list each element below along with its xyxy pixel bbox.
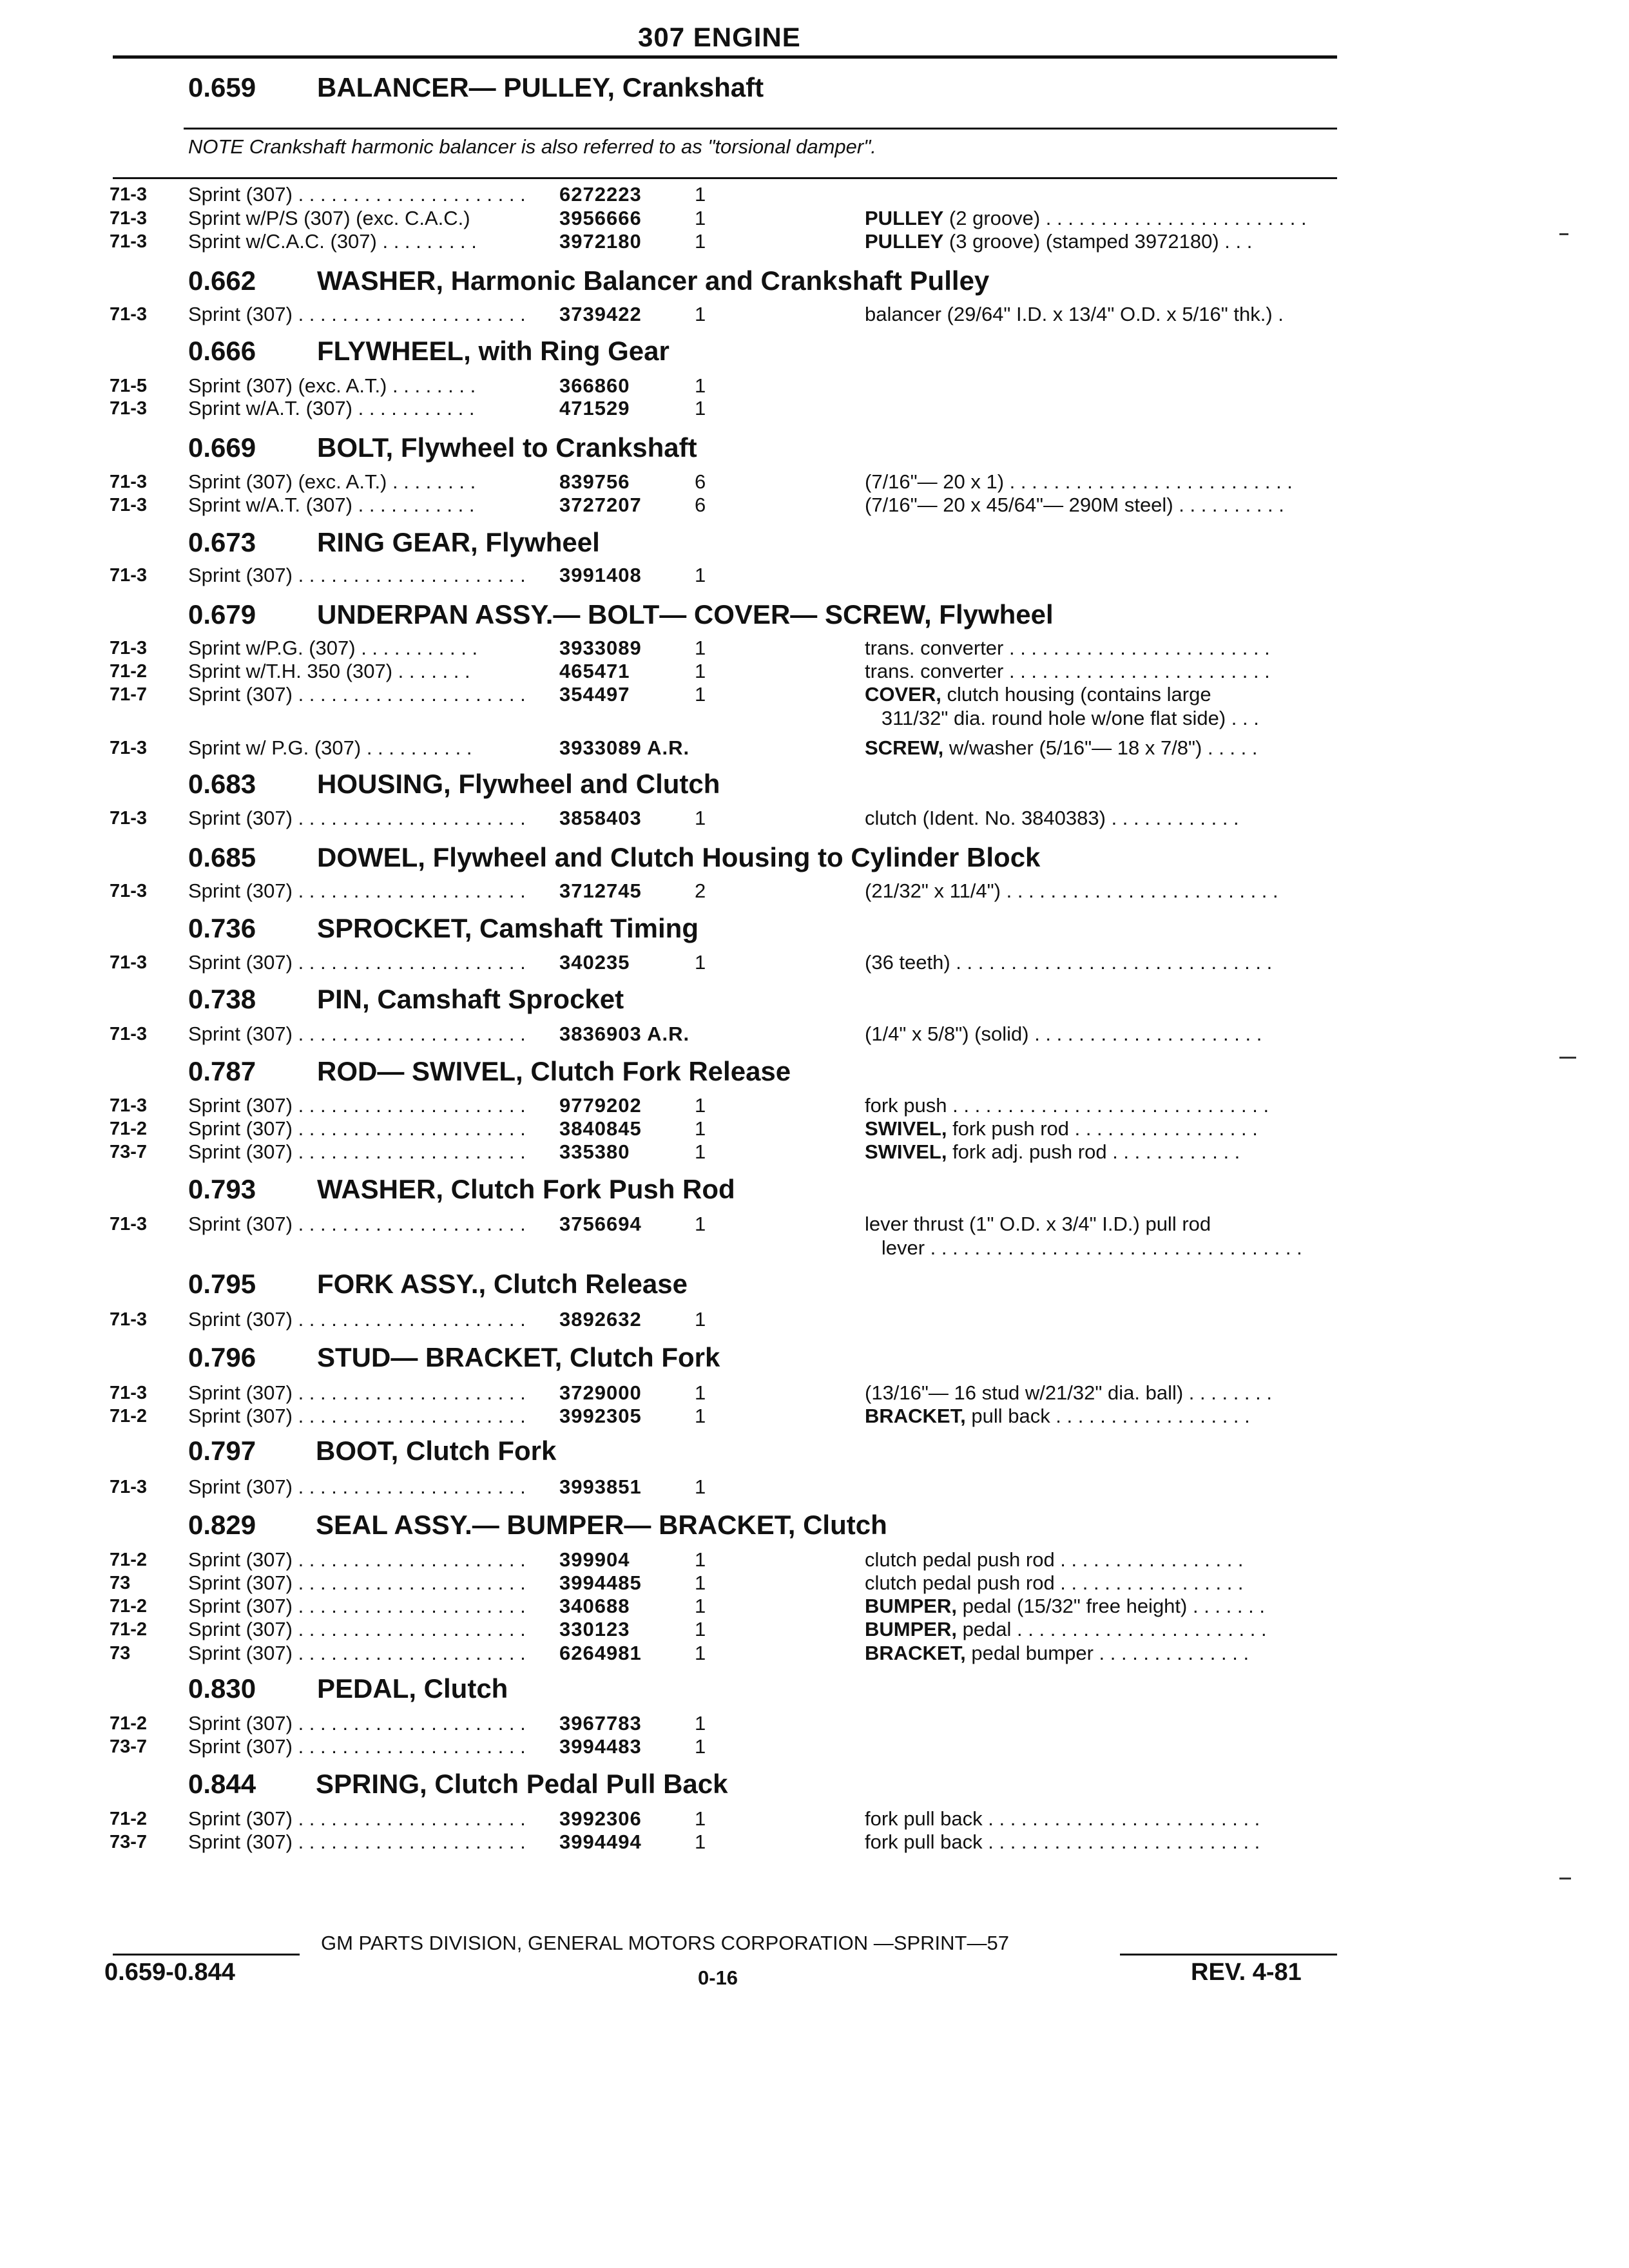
- model-application: Sprint (307) . . . . . . . . . . . . . . . . . . . . .: [188, 183, 526, 206]
- section-title: BALANCER— PULLEY, Crankshaft: [317, 72, 764, 102]
- model-application: Sprint (307) . . . . . . . . . . . . . . . . . . . . .: [188, 807, 526, 829]
- part-number: 3858403: [559, 807, 642, 829]
- illustration-ref: 71-3: [110, 1024, 148, 1044]
- section-note: NOTE Crankshaft harmonic balancer is also referred to as "torsional damper".: [188, 135, 876, 158]
- model-application: Sprint (307) . . . . . . . . . . . . . . . . . . . . .: [188, 1618, 526, 1640]
- part-row: [0, 706, 1353, 731]
- part-description: [865, 1022, 1338, 1046]
- part-row: [0, 1830, 1353, 1854]
- illustration-ref: 71-3: [110, 565, 148, 586]
- description-text: (1/4" x 5/8") (solid) . . . . . . . . . . . . . . . . . . . . .: [865, 1023, 1262, 1045]
- illustration-ref: 73: [110, 1573, 131, 1593]
- illustration-ref: 71-5: [110, 376, 148, 396]
- section-number: 0.793: [188, 1174, 256, 1204]
- part-row: [0, 1117, 1353, 1141]
- model-application: Sprint w/P/S (307) (exc. C.A.C.): [188, 207, 470, 229]
- model-application: Sprint w/A.T. (307) . . . . . . . . . . .: [188, 397, 475, 419]
- quantity: 1: [695, 1140, 706, 1163]
- part-row: [0, 806, 1353, 831]
- part-number: 3836903 A.R.: [559, 1023, 690, 1045]
- model-application: Sprint w/ P.G. (307) . . . . . . . . . .: [188, 736, 472, 759]
- model-application: Sprint (307) . . . . . . . . . . . . . . . . . . . . .: [188, 1475, 526, 1498]
- model-application: Sprint (307) . . . . . . . . . . . . . . . . . . . . .: [188, 951, 526, 974]
- section-number: 0.738: [188, 984, 256, 1014]
- part-number: 3933089: [559, 637, 642, 659]
- description-text: 311/32" dia. round hole w/one flat side) . . .: [865, 707, 1259, 729]
- part-row: [0, 1571, 1353, 1595]
- part-row: [0, 950, 1353, 975]
- quantity: 1: [695, 1712, 706, 1735]
- note-rule-bottom: [113, 177, 1337, 179]
- part-number: 3892632: [559, 1308, 642, 1331]
- section-title: ROD— SWIVEL, Clutch Fork Release: [317, 1056, 791, 1086]
- section-number: 0.685: [188, 842, 256, 872]
- description-keyword: BRACKET,: [865, 1405, 966, 1427]
- illustration-ref: 71-3: [110, 952, 148, 973]
- model-application: Sprint (307) . . . . . . . . . . . . . . . . . . . . .: [188, 1831, 526, 1853]
- part-description: [865, 493, 1338, 517]
- model-application: Sprint w/T.H. 350 (307) . . . . . . .: [188, 660, 470, 682]
- part-row: [0, 879, 1353, 903]
- description-keyword: PULLEY: [865, 207, 944, 229]
- section-title: DOWEL, Flywheel and Clutch Housing to Cylinder Block: [317, 842, 1041, 872]
- illustration-ref: 71-2: [110, 1119, 148, 1139]
- description-text: (21/32" x 11/4") . . . . . . . . . . . . . . . . . . . . . . . . .: [865, 879, 1278, 902]
- section-title: WASHER, Harmonic Balancer and Crankshaft Pulley: [317, 265, 990, 296]
- model-application: Sprint (307) (exc. A.T.) . . . . . . . .: [188, 374, 476, 397]
- quantity: 1: [695, 1475, 706, 1498]
- part-row: [0, 229, 1353, 254]
- part-number: 3994494: [559, 1831, 642, 1853]
- section-number: 0.679: [188, 599, 256, 629]
- part-row: [0, 396, 1353, 421]
- section-number: 0.662: [188, 265, 256, 296]
- part-number: 3992305: [559, 1405, 642, 1427]
- section-number: 0.797: [188, 1436, 256, 1466]
- part-row: [0, 1594, 1353, 1619]
- part-description: [865, 1404, 1338, 1428]
- description-text: (7/16"— 20 x 45/64"— 290M steel) . . . . . . . . . .: [865, 494, 1284, 516]
- part-number: 9779202: [559, 1094, 642, 1117]
- section-title: PIN, Camshaft Sprocket: [317, 984, 624, 1014]
- model-application: Sprint (307) . . . . . . . . . . . . . . . . . . . . .: [188, 1642, 526, 1664]
- part-description: [865, 1093, 1338, 1118]
- model-application: Sprint (307) . . . . . . . . . . . . . . . . . . . . .: [188, 1712, 526, 1735]
- quantity: 1: [695, 183, 706, 206]
- part-number: 6272223: [559, 183, 642, 206]
- section-number: 0.659: [188, 72, 256, 102]
- part-row: [0, 1548, 1353, 1572]
- quantity: 1: [695, 207, 706, 229]
- part-row: [0, 1617, 1353, 1642]
- part-row: [0, 682, 1353, 707]
- part-description: [865, 682, 1338, 707]
- section-title: HOUSING, Flywheel and Clutch: [317, 769, 720, 799]
- part-number: 3840845: [559, 1117, 642, 1140]
- part-description: [865, 636, 1338, 660]
- part-row: [0, 374, 1353, 398]
- description-text: pedal . . . . . . . . . . . . . . . . . . . . . . .: [956, 1618, 1267, 1640]
- section-title: PEDAL, Clutch: [317, 1673, 508, 1704]
- part-row: [0, 1381, 1353, 1405]
- description-text: balancer (29/64" I.D. x 13/4" O.D. x 5/16" thk.) .: [865, 303, 1284, 325]
- description-keyword: BUMPER,: [865, 1595, 957, 1617]
- quantity: 1: [695, 564, 706, 586]
- model-application: Sprint (307) . . . . . . . . . . . . . . . . . . . . .: [188, 1548, 526, 1571]
- model-application: Sprint (307) . . . . . . . . . . . . . . . . . . . . .: [188, 564, 526, 586]
- part-number: 3729000: [559, 1381, 642, 1404]
- illustration-ref: 73-7: [110, 1142, 148, 1162]
- part-description: [865, 302, 1338, 327]
- description-text: w/washer (5/16"— 18 x 7/8") . . . . .: [943, 736, 1258, 759]
- quantity: 1: [695, 683, 706, 706]
- section-title: BOLT, Flywheel to Crankshaft: [317, 432, 697, 463]
- part-row: [0, 206, 1353, 231]
- description-text: fork push rod . . . . . . . . . . . . . . . . .: [947, 1117, 1258, 1140]
- description-text: lever . . . . . . . . . . . . . . . . . . . . . . . . . . . . . . . . . .: [865, 1236, 1302, 1259]
- quantity: 1: [695, 1548, 706, 1571]
- page-header-title: 307 ENGINE: [638, 22, 801, 52]
- description-text: lever thrust (1" O.D. x 3/4" I.D.) pull rod: [865, 1213, 1211, 1235]
- header-rule: [113, 55, 1337, 59]
- description-text: fork pull back . . . . . . . . . . . . . . . . . . . . . . . . .: [865, 1807, 1260, 1830]
- part-number: 3994485: [559, 1571, 642, 1594]
- description-keyword: PULLEY: [865, 230, 944, 253]
- quantity: 1: [695, 397, 706, 419]
- part-number: 3992306: [559, 1807, 642, 1830]
- illustration-ref: 71-3: [110, 398, 148, 419]
- model-application: Sprint w/C.A.C. (307) . . . . . . . . .: [188, 230, 477, 253]
- part-number: 3991408: [559, 564, 642, 586]
- part-number: 3727207: [559, 494, 642, 516]
- part-description: [865, 1212, 1338, 1236]
- model-application: Sprint (307) . . . . . . . . . . . . . . . . . . . . .: [188, 1807, 526, 1830]
- part-row: [0, 1093, 1353, 1118]
- part-row: [0, 636, 1353, 660]
- description-text: (2 groove) . . . . . . . . . . . . . . . . . . . . . . . .: [943, 207, 1307, 229]
- model-application: Sprint (307) . . . . . . . . . . . . . . . . . . . . .: [188, 1308, 526, 1331]
- section-title: UNDERPAN ASSY.— BOLT— COVER— SCREW, Flywheel: [317, 599, 1054, 629]
- part-row: [0, 563, 1353, 588]
- part-number: 330123: [559, 1618, 630, 1640]
- part-description: [865, 1594, 1338, 1619]
- section-number: 0.683: [188, 769, 256, 799]
- section-number: 0.787: [188, 1056, 256, 1086]
- model-application: Sprint (307) . . . . . . . . . . . . . . . . . . . . .: [188, 1094, 526, 1117]
- part-row: [0, 659, 1353, 684]
- part-description: [865, 736, 1338, 760]
- part-number: 6264981: [559, 1642, 642, 1664]
- section-title: BOOT, Clutch Fork: [316, 1436, 557, 1466]
- quantity: 1: [695, 1308, 706, 1331]
- part-number: 3993851: [559, 1475, 642, 1498]
- description-text: fork push . . . . . . . . . . . . . . . . . . . . . . . . . . . . .: [865, 1094, 1269, 1117]
- section-number: 0.830: [188, 1673, 256, 1704]
- part-description: [865, 950, 1338, 975]
- part-number: 340235: [559, 951, 630, 974]
- part-row: [0, 1641, 1353, 1666]
- quantity: 6: [695, 470, 706, 493]
- model-application: Sprint (307) . . . . . . . . . . . . . . . . . . . . .: [188, 1023, 526, 1045]
- note-rule-top: [184, 128, 1337, 130]
- description-text: clutch (Ident. No. 3840383) . . . . . . . . . . . .: [865, 807, 1239, 829]
- part-row: [0, 182, 1353, 207]
- description-text: fork adj. push rod . . . . . . . . . . . .: [947, 1140, 1240, 1163]
- section-title: SEAL ASSY.— BUMPER— BRACKET, Clutch: [316, 1510, 887, 1540]
- illustration-ref: 71-3: [110, 1309, 148, 1330]
- quantity: 1: [695, 1117, 706, 1140]
- illustration-ref: 71-3: [110, 1095, 148, 1116]
- part-description: [865, 806, 1338, 831]
- section-number: 0.669: [188, 432, 256, 463]
- description-keyword: SWIVEL,: [865, 1140, 947, 1163]
- illustration-ref: 71-2: [110, 1619, 148, 1640]
- part-description: [865, 1830, 1338, 1854]
- quantity: 1: [695, 660, 706, 682]
- part-number: 471529: [559, 397, 630, 419]
- description-text: clutch pedal push rod . . . . . . . . . . . . . . . . .: [865, 1571, 1244, 1594]
- illustration-ref: 71-3: [110, 1477, 148, 1497]
- quantity: 1: [695, 1094, 706, 1117]
- part-number: 3967783: [559, 1712, 642, 1735]
- footer-division: GM PARTS DIVISION, GENERAL MOTORS CORPORATION —SPRINT—57: [321, 1932, 1009, 1954]
- part-description: [865, 1140, 1338, 1164]
- part-number: 399904: [559, 1548, 630, 1571]
- description-text: clutch pedal push rod . . . . . . . . . . . . . . . . .: [865, 1548, 1244, 1571]
- illustration-ref: 71-3: [110, 184, 148, 205]
- quantity: 1: [695, 374, 706, 397]
- quantity: 1: [695, 637, 706, 659]
- model-application: Sprint (307) . . . . . . . . . . . . . . . . . . . . .: [188, 1571, 526, 1594]
- part-description: [865, 1641, 1338, 1666]
- model-application: Sprint (307) . . . . . . . . . . . . . . . . . . . . .: [188, 1735, 526, 1758]
- part-number: 839756: [559, 470, 630, 493]
- part-description: [865, 1117, 1338, 1141]
- section-number: 0.829: [188, 1510, 256, 1540]
- illustration-ref: 71-3: [110, 495, 148, 515]
- illustration-ref: 73-7: [110, 1736, 148, 1757]
- illustration-ref: 71-2: [110, 1809, 148, 1829]
- part-row: [0, 1735, 1353, 1759]
- section-title: WASHER, Clutch Fork Push Rod: [317, 1174, 735, 1204]
- part-number: 465471: [559, 660, 630, 682]
- illustration-ref: 71-3: [110, 208, 148, 229]
- illustration-ref: 71-2: [110, 1596, 148, 1617]
- section-number: 0.736: [188, 913, 256, 943]
- model-application: Sprint (307) . . . . . . . . . . . . . . . . . . . . .: [188, 1405, 526, 1427]
- quantity: 1: [695, 1405, 706, 1427]
- part-number: 3956666: [559, 207, 642, 229]
- part-number: 340688: [559, 1595, 630, 1617]
- description-text: pull back . . . . . . . . . . . . . . . . . .: [965, 1405, 1250, 1427]
- part-row: [0, 1212, 1353, 1236]
- illustration-ref: 73-7: [110, 1832, 148, 1852]
- model-application: Sprint (307) . . . . . . . . . . . . . . . . . . . . .: [188, 683, 526, 706]
- description-text: clutch housing (contains large: [941, 683, 1211, 706]
- part-description: [865, 1571, 1338, 1595]
- margin-mark: [1559, 1878, 1571, 1879]
- model-application: Sprint (307) . . . . . . . . . . . . . . . . . . . . .: [188, 1381, 526, 1404]
- part-number: 3972180: [559, 230, 642, 253]
- part-number: 335380: [559, 1140, 630, 1163]
- section-number: 0.844: [188, 1769, 256, 1799]
- quantity: 1: [695, 1831, 706, 1853]
- part-row: [0, 1307, 1353, 1332]
- quantity: 1: [695, 1213, 706, 1235]
- illustration-ref: 71-3: [110, 472, 148, 492]
- model-application: Sprint (307) . . . . . . . . . . . . . . . . . . . . .: [188, 303, 526, 325]
- description-text: (13/16"— 16 stud w/21/32" dia. ball) . . . . . . . .: [865, 1381, 1272, 1404]
- description-keyword: SCREW,: [865, 736, 944, 759]
- part-description: [865, 1236, 1338, 1260]
- description-text: pedal (15/32" free height) . . . . . . .: [956, 1595, 1265, 1617]
- section-number: 0.796: [188, 1342, 256, 1372]
- part-number: 3739422: [559, 303, 642, 325]
- quantity: 1: [695, 1381, 706, 1404]
- section-title: FORK ASSY., Clutch Release: [317, 1269, 688, 1299]
- section-title: STUD— BRACKET, Clutch Fork: [317, 1342, 720, 1372]
- description-text: pedal bumper . . . . . . . . . . . . . .: [965, 1642, 1249, 1664]
- part-row: [0, 736, 1353, 760]
- description-text: (7/16"— 20 x 1) . . . . . . . . . . . . . . . . . . . . . . . . . .: [865, 470, 1293, 493]
- section-number: 0.666: [188, 336, 256, 366]
- illustration-ref: 71-3: [110, 638, 148, 658]
- part-row: [0, 493, 1353, 517]
- part-row: [0, 1236, 1353, 1260]
- illustration-ref: 71-3: [110, 1214, 148, 1235]
- part-description: [865, 229, 1338, 254]
- footer-rule-right: [1120, 1954, 1337, 1956]
- part-row: [0, 1475, 1353, 1499]
- quantity: 1: [695, 1642, 706, 1664]
- illustration-ref: 71-3: [110, 231, 148, 252]
- description-text: (36 teeth) . . . . . . . . . . . . . . . . . . . . . . . . . . . . .: [865, 951, 1273, 974]
- model-application: Sprint w/A.T. (307) . . . . . . . . . . .: [188, 494, 475, 516]
- section-title: SPRING, Clutch Pedal Pull Back: [316, 1769, 728, 1799]
- illustration-ref: 71-2: [110, 1406, 148, 1427]
- part-row: [0, 1404, 1353, 1428]
- part-description: [865, 470, 1338, 494]
- margin-mark: [1559, 233, 1568, 235]
- part-row: [0, 1022, 1353, 1046]
- description-text: fork pull back . . . . . . . . . . . . . . . . . . . . . . . . .: [865, 1831, 1260, 1853]
- part-description: [865, 206, 1338, 231]
- illustration-ref: 71-2: [110, 1713, 148, 1734]
- part-row: [0, 302, 1353, 327]
- description-text: trans. converter . . . . . . . . . . . . . . . . . . . . . . . .: [865, 637, 1270, 659]
- description-keyword: BUMPER,: [865, 1618, 957, 1640]
- part-number: 3933089 A.R.: [559, 736, 690, 759]
- footer-range: 0.659-0.844: [104, 1959, 235, 1986]
- illustration-ref: 71-7: [110, 684, 148, 705]
- description-keyword: COVER,: [865, 683, 941, 706]
- quantity: 6: [695, 494, 706, 516]
- part-row: [0, 1711, 1353, 1736]
- section-title: RING GEAR, Flywheel: [317, 527, 600, 557]
- part-description: [865, 659, 1338, 684]
- quantity: 1: [695, 1735, 706, 1758]
- model-application: Sprint (307) . . . . . . . . . . . . . . . . . . . . .: [188, 1595, 526, 1617]
- illustration-ref: 71-2: [110, 1550, 148, 1570]
- quantity: 1: [695, 1618, 706, 1640]
- margin-mark: [1559, 1057, 1576, 1059]
- part-row: [0, 470, 1353, 494]
- section-title: FLYWHEEL, with Ring Gear: [317, 336, 670, 366]
- part-description: [865, 1807, 1338, 1831]
- quantity: 1: [695, 807, 706, 829]
- part-row: [0, 1140, 1353, 1164]
- part-description: [865, 1548, 1338, 1572]
- quantity: 1: [695, 951, 706, 974]
- part-number: 354497: [559, 683, 630, 706]
- description-keyword: BRACKET,: [865, 1642, 966, 1664]
- section-number: 0.673: [188, 527, 256, 557]
- footer-page-number: 0-16: [698, 1966, 738, 1989]
- section-title: SPROCKET, Camshaft Timing: [317, 913, 699, 943]
- model-application: Sprint w/P.G. (307) . . . . . . . . . . .: [188, 637, 478, 659]
- quantity: 2: [695, 879, 706, 902]
- model-application: Sprint (307) . . . . . . . . . . . . . . . . . . . . .: [188, 879, 526, 902]
- quantity: 1: [695, 230, 706, 253]
- part-description: [865, 879, 1338, 903]
- part-number: 3712745: [559, 879, 642, 902]
- description-text: trans. converter . . . . . . . . . . . . . . . . . . . . . . . .: [865, 660, 1270, 682]
- part-description: [865, 1381, 1338, 1405]
- part-number: 3756694: [559, 1213, 642, 1235]
- model-application: Sprint (307) (exc. A.T.) . . . . . . . .: [188, 470, 476, 493]
- part-number: 366860: [559, 374, 630, 397]
- illustration-ref: 71-3: [110, 881, 148, 901]
- model-application: Sprint (307) . . . . . . . . . . . . . . . . . . . . .: [188, 1213, 526, 1235]
- description-text: (3 groove) (stamped 3972180) . . .: [943, 230, 1253, 253]
- illustration-ref: 71-3: [110, 1383, 148, 1403]
- section-number: 0.795: [188, 1269, 256, 1299]
- model-application: Sprint (307) . . . . . . . . . . . . . . . . . . . . .: [188, 1117, 526, 1140]
- part-number: 3994483: [559, 1735, 642, 1758]
- illustration-ref: 71-3: [110, 808, 148, 829]
- illustration-ref: 71-3: [110, 738, 148, 758]
- illustration-ref: 73: [110, 1643, 131, 1664]
- part-description: [865, 706, 1338, 731]
- model-application: Sprint (307) . . . . . . . . . . . . . . . . . . . . .: [188, 1140, 526, 1163]
- quantity: 1: [695, 303, 706, 325]
- footer-rule-left: [113, 1954, 300, 1956]
- illustration-ref: 71-2: [110, 661, 148, 682]
- quantity: 1: [695, 1807, 706, 1830]
- quantity: 1: [695, 1571, 706, 1594]
- illustration-ref: 71-3: [110, 304, 148, 325]
- part-row: [0, 1807, 1353, 1831]
- footer-revision: REV. 4-81: [1191, 1959, 1302, 1986]
- description-keyword: SWIVEL,: [865, 1117, 947, 1140]
- part-description: [865, 1617, 1338, 1642]
- quantity: 1: [695, 1595, 706, 1617]
